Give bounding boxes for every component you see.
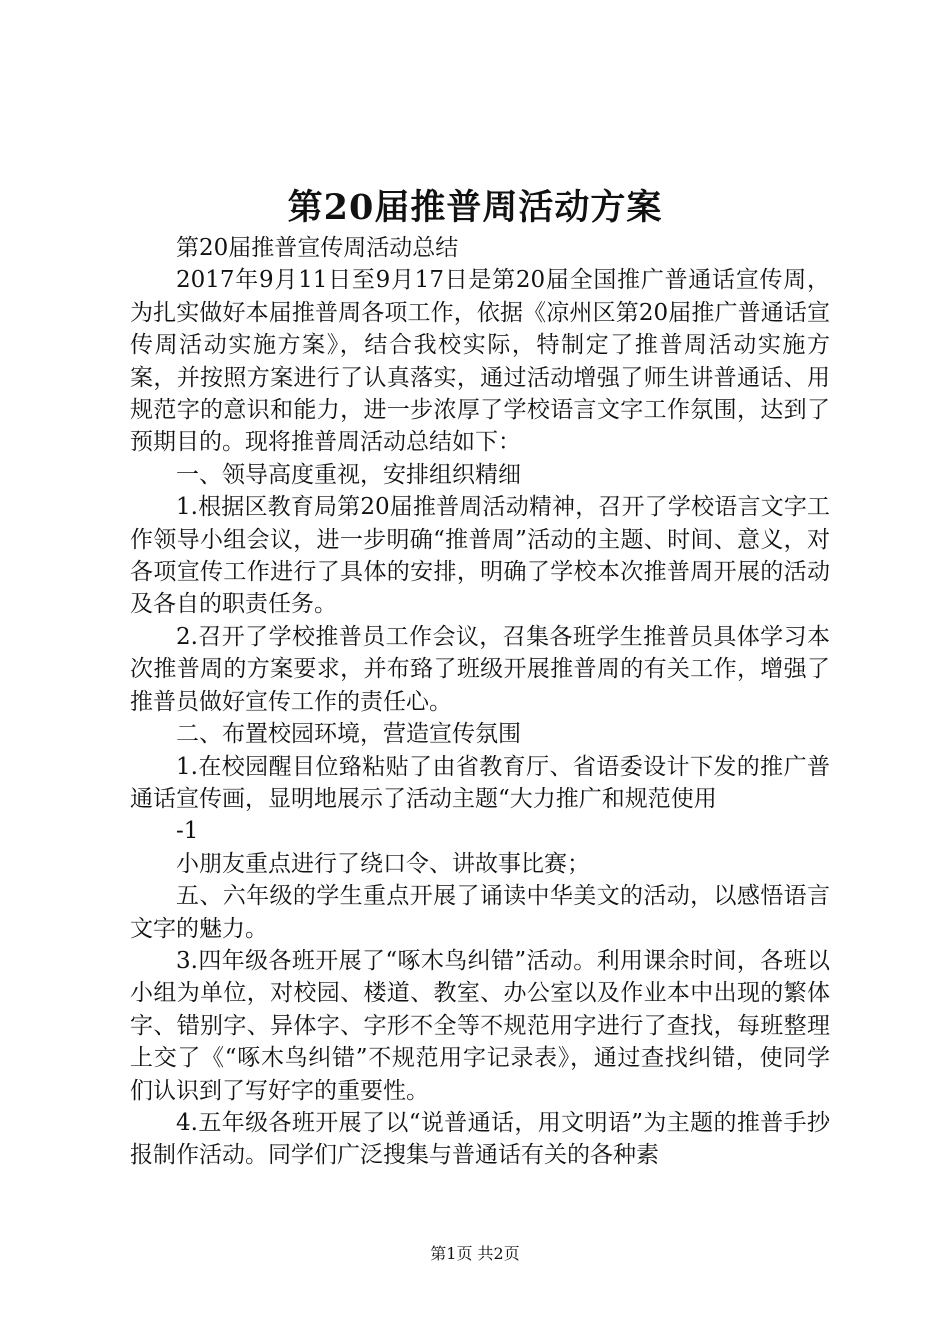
section-heading: 二、布置校园环境，营造宣传氛围 [176, 721, 521, 748]
document-title: 第20届推普周活动方案 [287, 187, 663, 228]
page-marker: -1 [176, 818, 199, 845]
paragraph: 1.在校园醒目位臵粘贴了由省教育厅、省语委设计下发的推广普通话宣传画，显明地展示了活动主题“大力推广和规范使用 [130, 753, 830, 812]
document-body [130, 232, 830, 1172]
paragraph: 2017年9月11日至9月17日是第20届全国推广普通话宣传周，为扎实做好本届推普周各项工作，依据《凉州区第20届推广普通话宣传周活动实施方案》，结合我校实际，特制定了推普周活动实施方案，并按照方案进行了认真落实，通过活动增强了师生讲普通话、用规范字的意识和能力，进一步浓厚了学校语言文字工作氛围，达到了预期目的。现将推普周活动总结如下： [130, 267, 830, 456]
page-footer: 第1页 共2页 [430, 1244, 520, 1263]
paragraph: 3.四年级各班开展了“啄木鸟纠错”活动。利用课余时间，各班以小组为单位，对校园、楼道、教室、办公室以及作业本中出现的繁体字、错别字、异体字、字形不全等不规范用字进行了查找，每班整理上交了《“啄木鸟纠错”不规范用字记录表》，通过查找纠错，使同学们认识到了写好字的重要性。 [130, 947, 830, 1104]
paragraph: 1.根据区教育局第20届推普周活动精神，召开了学校语言文字工作领导小组会议，进一步明确“推普周”活动的主题、时间、意义，对各项宣传工作进行了具体的安排，明确了学校本次推普周开展的活动及各自的职责任务。 [130, 494, 830, 618]
paragraph: 2.召开了学校推普员工作会议，召集各班学生推普员具体学习本次推普周的方案要求，并布臵了班级开展推普周的有关工作，增强了推普员做好宣传工作的责任心。 [130, 623, 830, 715]
paragraph: 五、六年级的学生重点开展了诵读中华美文的活动，以感悟语言文字的魅力。 [130, 883, 830, 942]
paragraph: 4.五年级各班开展了以“说普通话，用文明语”为主题的推普手抄报制作活动。同学们广泛搜集与普通话有关的各种素 [130, 1109, 830, 1169]
paragraph: 第20届推普宣传周活动总结 [176, 235, 459, 261]
section-heading: 一、领导高度重视，安排组织精细 [176, 461, 521, 488]
paragraph: 小朋友重点进行了绕口令、讲故事比赛； [176, 850, 590, 877]
